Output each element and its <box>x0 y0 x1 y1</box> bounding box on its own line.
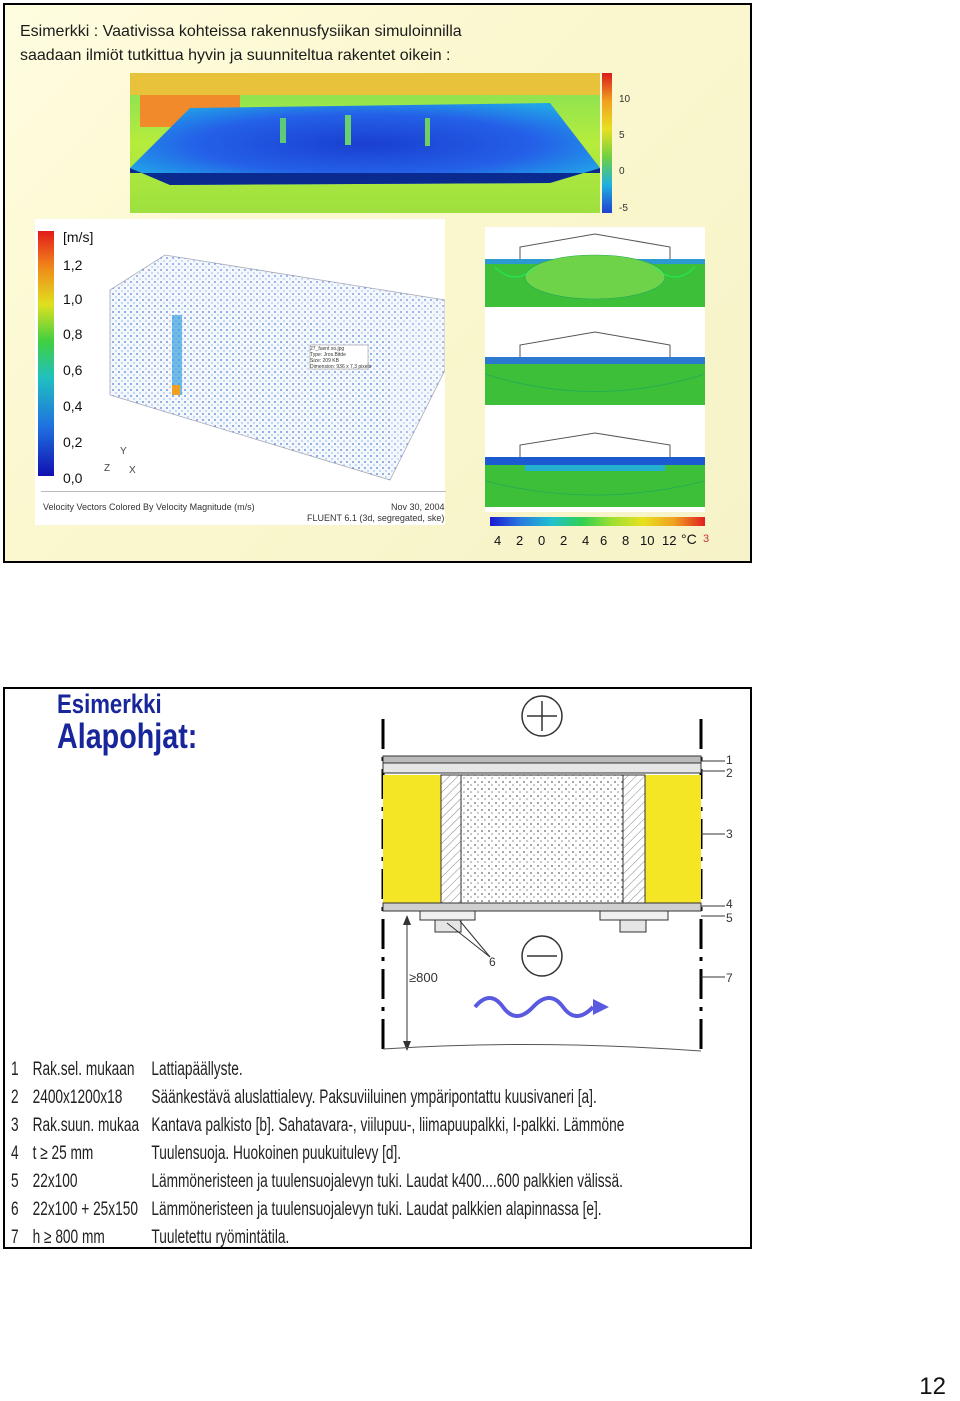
velocity-colorbar <box>38 231 54 476</box>
velocity-tick: 0,2 <box>63 434 83 450</box>
slide-alapohjat <box>3 687 752 1249</box>
layer-label: 5 <box>726 911 733 925</box>
legend-spec: h ≥ 800 mm <box>32 1227 105 1248</box>
legend-desc: Lämmöneristeen ja tuulensuojalevyn tuki. Laudat k400....600 palkkien välissä. <box>151 1171 623 1192</box>
legend-num: 6 <box>11 1199 19 1220</box>
legend-desc: Tuuletettu ryömintätila. <box>151 1227 290 1248</box>
temp-tick: 2 <box>560 533 568 548</box>
title-line-1: Esimerkki : Vaativissa kohteissa rakennusfysiikan simuloinnilla <box>20 23 462 40</box>
caption-date: Nov 30, 2004 <box>391 502 445 512</box>
temperature-sections <box>485 227 705 512</box>
legend-desc: Kantava palkisto [b]. Sahatavara-, viilupuu-, liimapuupalkki, I-palkki. Lämmöne <box>151 1115 625 1136</box>
temperature-colorbar <box>490 517 705 526</box>
velocity-box-3d <box>100 245 445 485</box>
thermal-tick: 5 <box>619 130 625 141</box>
legend-num: 5 <box>11 1171 19 1192</box>
legend-desc: Lattiapäällyste. <box>151 1059 243 1080</box>
image-info-line: Size: 209 KB <box>310 358 339 364</box>
legend-num: 7 <box>11 1227 19 1248</box>
legend-num: 1 <box>11 1059 19 1080</box>
thermal-tick: 0 <box>619 166 625 177</box>
temp-tick: 6 <box>600 533 608 548</box>
layer-label: 6 <box>489 955 496 969</box>
thermal-tick: 10 <box>619 94 631 105</box>
temp-tick: 10 <box>640 533 655 548</box>
dimension-label: ≥800 <box>409 970 438 985</box>
slide-simulation <box>3 3 752 563</box>
temp-extra: 3 <box>703 533 710 545</box>
temp-unit: °C <box>681 531 697 547</box>
title-line-2: saadaan ilmiöt tutkittua hyvin ja suunniteltua rakentet oikein : <box>20 47 451 64</box>
layer-label: 1 <box>726 753 733 767</box>
axis-z-label: Z <box>104 463 111 474</box>
image-info-line: Type: Jros.Bitde <box>310 352 346 358</box>
velocity-tick: 0,0 <box>63 470 83 486</box>
velocity-tick: 1,0 <box>63 291 83 307</box>
layer-label: 2 <box>726 766 733 780</box>
thermal-colorbar <box>602 73 612 213</box>
page-number: 12 <box>919 1373 946 1400</box>
image-info-box <box>310 346 371 370</box>
thermal-image <box>130 73 600 213</box>
velocity-tick: 0,6 <box>63 362 83 378</box>
legend-spec: Rak.sel. mukaan <box>32 1059 135 1080</box>
temp-tick: 4 <box>582 533 590 548</box>
temp-tick: 2 <box>516 533 524 548</box>
temp-tick: 4 <box>494 533 502 548</box>
velocity-tick: 1,2 <box>63 257 83 273</box>
legend-num: 3 <box>11 1115 19 1136</box>
image-info-line: Dimension: 936 x 7,3 pixels <box>310 364 372 370</box>
heading-esimerkki: Esimerkki <box>57 689 162 719</box>
legend-spec: 22x100 + 25x150 <box>32 1199 138 1220</box>
legend-desc: Säänkestävä aluslattialevy. Paksuviiluinen ympäripontattu kuusivaneri [a]. <box>151 1087 597 1108</box>
axis-y-label: Y <box>120 446 127 457</box>
legend-desc: Lämmöneristeen ja tuulensuojalevyn tuki. Laudat palkkien alapinnassa [e]. <box>151 1199 602 1220</box>
airflow-arrow-icon <box>475 998 593 1016</box>
layer-legend <box>11 1059 751 1249</box>
thermal-tick: -5 <box>619 203 628 214</box>
legend-num: 2 <box>11 1087 19 1108</box>
legend-spec: 2400x1200x18 <box>32 1087 123 1108</box>
layer-label: 3 <box>726 827 733 841</box>
layer-label: 4 <box>726 897 733 911</box>
legend-spec: t ≥ 25 mm <box>32 1143 94 1164</box>
temp-tick: 12 <box>662 533 677 548</box>
velocity-tick: 0,8 <box>63 326 83 342</box>
axis-x-label: X <box>129 465 136 476</box>
slide-title <box>20 20 462 68</box>
caption-left: Velocity Vectors Colored By Velocity Magnitude (m/s) <box>43 502 255 512</box>
legend-spec: Rak.suun. mukaa <box>32 1115 140 1136</box>
heading-alapohjat: Alapohjat: <box>57 717 198 756</box>
velocity-tick: 0,4 <box>63 398 83 414</box>
legend-spec: 22x100 <box>32 1171 78 1192</box>
velocity-unit: [m/s] <box>63 229 94 245</box>
layer-label: 7 <box>726 971 733 985</box>
image-info-line: 27_fuent xo.jpg <box>310 346 345 352</box>
caption-solver: FLUENT 6.1 (3d, segregated, ske) <box>307 513 445 523</box>
legend-num: 4 <box>11 1143 19 1164</box>
floor-section-drawing <box>375 689 753 1059</box>
temp-tick: 8 <box>622 533 630 548</box>
temp-tick: 0 <box>538 533 546 548</box>
legend-desc: Tuulensuoja. Huokoinen puukuitulevy [d]. <box>151 1143 402 1164</box>
